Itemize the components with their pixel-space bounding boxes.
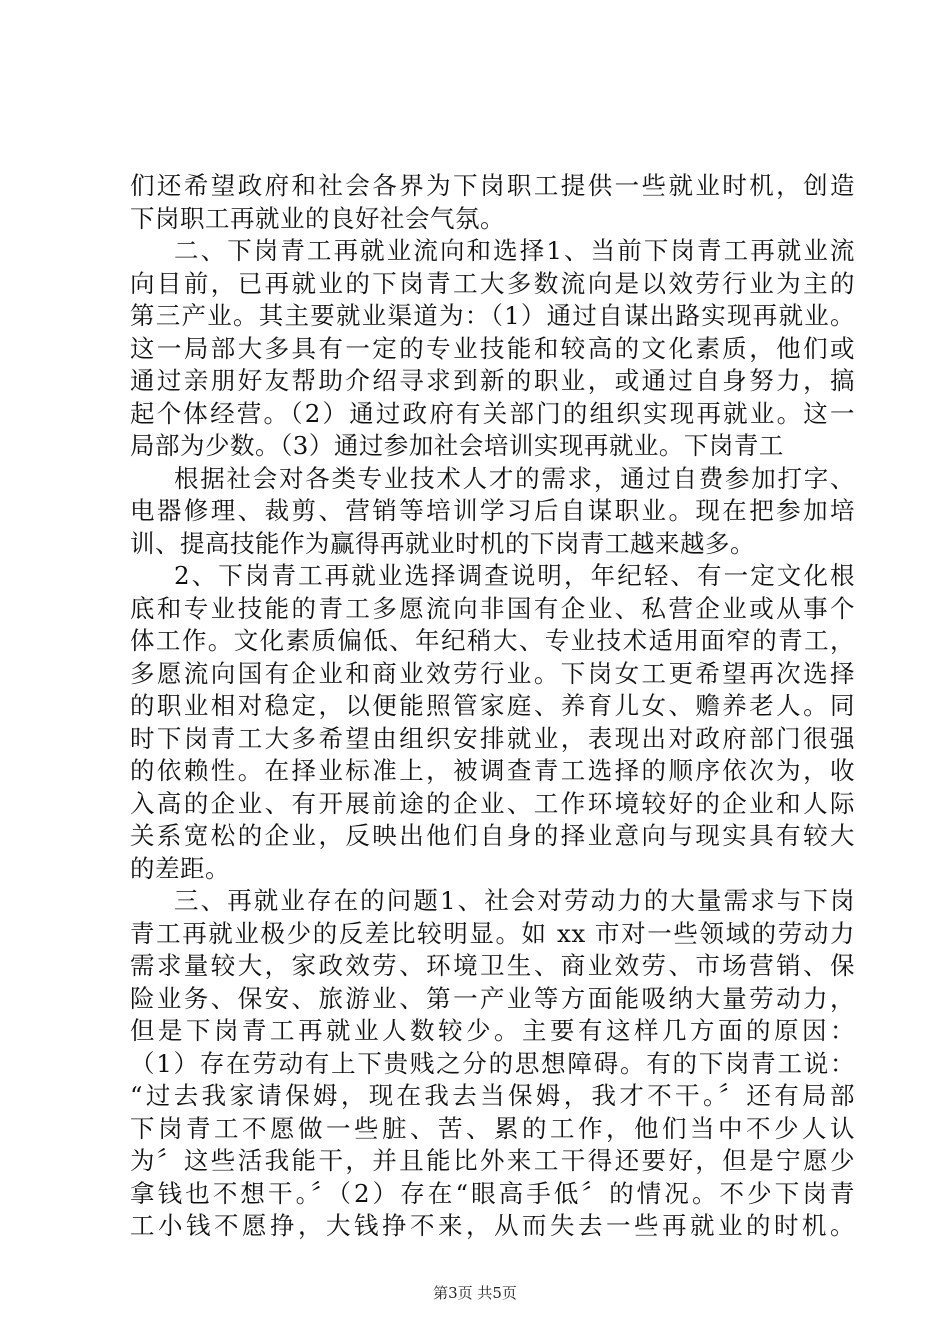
text-line: 但是下岗青工再就业人数较少。主要有这样几方面的原因： [130, 1016, 855, 1045]
text-line: 这一局部大多具有一定的专业技能和较高的文化素质，他们或 [130, 333, 855, 363]
text-line: 的职业相对稳定，以便能照管家庭、养育儿女、赡养老人。同 [130, 691, 855, 720]
text-line: 多愿流向国有企业和商业效劳行业。下岗女工更希望再次选择 [130, 658, 855, 688]
text-line: 为〞这些活我能干，并且能比外来工干得还要好，但是宁愿少 [130, 1146, 855, 1175]
text-line: 二、下岗青工再就业流向和选择1、当前下岗青工再就业流 [174, 236, 855, 265]
text-line: 向目前，已再就业的下岗青工大多数流向是以效劳行业为主的 [130, 268, 855, 298]
text-line: “过去我家请保姆，现在我去当保姆，我才不干。〞还有局部 [130, 1081, 855, 1110]
text-line: 拿钱也不想干。〞（2）存在“眼高手低〞的情况。不少下岗青 [130, 1178, 855, 1208]
text-line: 第三产业。其主要就业渠道为：（1）通过自谋出路实现再就业。 [130, 301, 855, 330]
text-line: 根据社会对各类专业技术人才的需求，通过自费参加打字、 [174, 463, 855, 493]
text-line: 体工作。文化素质偏低、年纪稍大、专业技术适用面窄的青工， [130, 626, 855, 655]
text-line: 工小钱不愿挣，大钱挣不来，从而失去一些再就业的时机。 [130, 1211, 855, 1240]
document-body [130, 170, 855, 1243]
text-line: 时下岗青工大多希望由组织安排就业，表现出对政府部门很强 [130, 723, 855, 753]
text-line: 下岗青工不愿做一些脏、苦、累的工作，他们当中不少人认 [130, 1113, 855, 1143]
text-line: 底和专业技能的青工多愿流向非国有企业、私营企业或从事个 [130, 593, 855, 623]
text-line: 的依赖性。在择业标准上，被调查青工选择的顺序依次为，收 [130, 756, 855, 785]
page-footer: 第3页 共5页 [433, 1284, 517, 1302]
text-line: 起个体经营。（2）通过政府有关部门的组织实现再就业。这一 [130, 398, 855, 428]
text-line: 入高的企业、有开展前途的企业、工作环境较好的企业和人际 [130, 788, 855, 818]
text-line: 局部为少数。（3）通过参加社会培训实现再就业。下岗青工 [130, 431, 784, 460]
text-line: 下岗职工再就业的良好社会气氛。 [130, 203, 505, 233]
text-line: 险业务、保安、旅游业、第一产业等方面能吸纳大量劳动力， [130, 983, 855, 1013]
text-line: 关系宽松的企业，反映出他们自身的择业意向与现实具有较大 [130, 821, 855, 850]
text-line: 青工再就业极少的反差比较明显。如 xx 市对一些领域的劳动力 [130, 918, 855, 948]
text-line: 的差距。 [130, 853, 230, 883]
text-line: 需求量较大，家政效劳、环境卫生、商业效劳、市场营销、保 [130, 951, 855, 980]
text-line: 训、提高技能作为赢得再就业时机的下岗青工越来越多。 [130, 528, 755, 558]
text-line: 通过亲朋好友帮助介绍寻求到新的职业，或通过自身努力，搞 [130, 366, 855, 395]
text-line: （1）存在劳动有上下贵贱之分的思想障碍。有的下岗青工说： [130, 1048, 855, 1078]
text-line: 们还希望政府和社会各界为下岗职工提供一些就业时机，创造 [130, 171, 855, 200]
text-line: 2、下岗青工再就业选择调查说明，年纪轻、有一定文化根 [174, 561, 855, 590]
text-line: 电器修理、裁剪、营销等培训学习后自谋职业。现在把参加培 [130, 496, 855, 525]
text-line: 三、再就业存在的问题1、社会对劳动力的大量需求与下岗 [174, 886, 855, 915]
